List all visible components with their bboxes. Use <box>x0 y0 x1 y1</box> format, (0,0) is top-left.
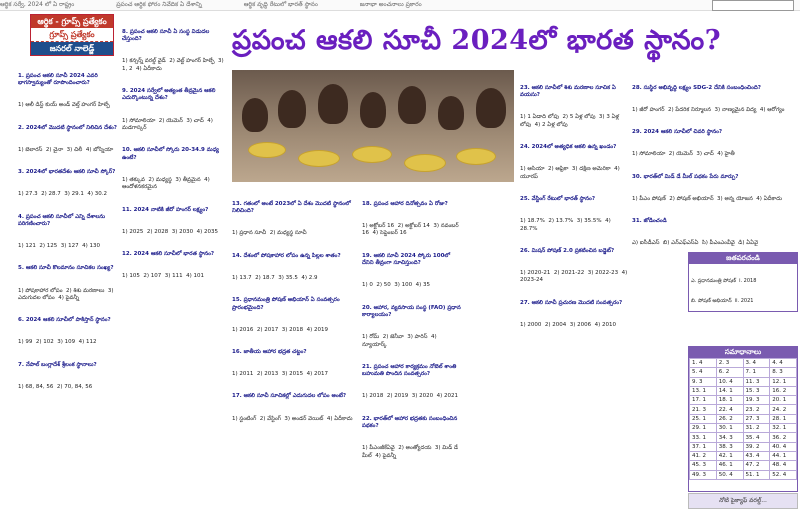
answer-cell: 22. 4 <box>716 405 743 414</box>
answer-cell: 44. 1 <box>770 451 797 460</box>
answer-cell: 9. 3 <box>690 377 717 386</box>
match-box-title: జతపరచండి <box>689 253 797 264</box>
answer-cell: 4. 4 <box>770 359 797 368</box>
answer-cell: 26. 2 <box>716 414 743 423</box>
children-eating-photo <box>232 70 514 182</box>
question: 22. భారత్‌లో ఆహార భద్రతకు సంబంధించిన పథకం? <box>362 415 460 429</box>
answer-cell: 35. 4 <box>743 433 770 442</box>
answer-cell: 46. 1 <box>716 461 743 470</box>
question: 15. ప్రధానమంత్రి పోషణ్ అభియాన్ ఏ సంవత్సరం ప్రారంభమైంది? <box>232 297 342 311</box>
options: 1) 105 2) 107 3) 111 4) 101 <box>122 273 205 280</box>
headline: ప్రపంచ ఆకలి సూచీ 2024లో భారత స్థానం? <box>232 25 722 56</box>
top-strip <box>0 0 800 11</box>
answers-table <box>689 358 797 480</box>
tag-line-3: జనరల్ నాలెడ్జ్ <box>31 42 113 55</box>
answer-row <box>690 461 797 470</box>
options: 1) 2020-21 2) 2021-22 3) 2022-23 4) 2023-24 <box>520 269 628 284</box>
question: 24. 2024లో అత్యధిక ఆకలి ఉన్న ఖండం? <box>520 144 617 151</box>
options: 1) 2025 2) 2028 3) 2030 4) 2035 <box>122 228 219 235</box>
match-row: బి. పోషణ్ అభియాన్ ii. 2021 <box>691 297 754 304</box>
tag-line-2: గ్రూప్స్ ప్రత్యేకం <box>31 28 113 42</box>
options: 1) 18.7% 2) 13.7% 3) 35.5% 4) 28.7% <box>520 218 613 232</box>
options: 1) పీఎం పోషణ్ 2) పోషణ్ అభియాన్ 3) అన్న యోజన 4) ఏదీకాదు <box>632 195 783 202</box>
answer-cell: 36. 2 <box>770 433 797 442</box>
answer-cell: 51. 1 <box>743 470 770 479</box>
answer-cell: 13. 1 <box>690 386 717 395</box>
answer-cell: 42. 1 <box>716 451 743 460</box>
question: 10. ఆకలి సూచీలో స్కోరు 20-34.9 మధ్య ఉంటే? <box>122 147 221 161</box>
answer-cell: 33. 1 <box>690 433 717 442</box>
question: 1. ప్రపంచ ఆకలి సూచీ 2024 ఎవరి భాగస్వామ్యంతో రూపొందించారు? <box>18 72 100 87</box>
answer-cell: 5. 4 <box>690 368 717 377</box>
answer-cell: 18. 1 <box>716 396 743 405</box>
answer-row <box>690 442 797 451</box>
options: 1) 1 ఏడాది లోపు 2) 5 ఏళ్ల లోపు 3) 3 ఏళ్ల లోపు 4) 2 ఏళ్ల లోపు <box>520 114 621 128</box>
question: 23. ఆకలి సూచీలో శిశు మరణాల సూచిక ఏ వయసు? <box>520 84 618 99</box>
question: 6. 2024 ఆకలి సూచీలో పాకిస్తాన్ స్థానం? <box>18 317 111 324</box>
answers-box <box>688 346 798 492</box>
answer-cell: 12. 1 <box>770 377 797 386</box>
answer-cell: 23. 2 <box>743 405 770 414</box>
question-column-4 <box>362 186 462 508</box>
footer-caption: నోటి పైక్యాఫ్ వరల్డ్... <box>688 493 798 509</box>
answer-cell: 17. 1 <box>690 396 717 405</box>
answer-cell: 52. 4 <box>770 470 797 479</box>
options: 1) 2011 2) 2013 3) 2015 4) 2017 <box>232 371 329 378</box>
answer-cell: 38. 3 <box>716 442 743 451</box>
options: 1) సోమాలియా 2) యెమెన్ 3) చాద్ 4) హైతీ <box>632 151 735 158</box>
options: 1) ఆలీ డిస్ట్ కుయ్ అండ్ వెల్త్ హంగర్ హిల్ఫే <box>18 102 110 109</box>
question: 3. 2024లో భారతదేశం ఆకలి సూచీ స్కోర్? <box>18 169 116 176</box>
options: 1) 13.7 2) 18.7 3) 35.5 4) 2.9 <box>232 274 318 281</box>
answer-cell: 21. 3 <box>690 405 717 414</box>
question: 8. ప్రపంచ ఆకలి సూచీ ఏ సంస్థ విడుదల చేస్తుంది? <box>122 28 212 43</box>
answer-cell: 48. 4 <box>770 461 797 470</box>
options: 1) పీఎంజీకేఏవై 2) అంత్యోదయ 3) మిడ్ డే మీల్ 4) పైవన్నీ <box>362 445 460 459</box>
options: 1) జీరో హంగర్ 2) పేదరిక నిర్మూలన 3) నాణ్యమైన విద్య 4) ఆరోగ్యం <box>632 107 785 114</box>
question: 4. ప్రపంచ ఆకలి సూచీలో ఎన్ని దేశాలను పరిగణించారు? <box>18 213 107 227</box>
question-column-6 <box>632 70 796 246</box>
question: 16. జాతీయ ఆహార భద్రత చట్టం? <box>232 348 307 355</box>
answer-cell: 49. 3 <box>690 470 717 479</box>
answer-row <box>690 368 797 377</box>
question: 21. ప్రపంచ ఆహార కార్యక్రమం నోబెల్ శాంతి బహుమతి పొందిన సంవత్సరం? <box>362 363 459 378</box>
match-box-body <box>689 264 797 310</box>
answer-row <box>690 405 797 414</box>
question: 18. ప్రపంచ ఆహార దినోత్సవం ఏ రోజు? <box>362 200 448 207</box>
top-strip-item: జనాభా అంచనాలు ప్రకారం <box>359 1 422 8</box>
options: 1) 121 2) 125 3) 127 4) 130 <box>18 243 101 250</box>
answer-cell: 39. 2 <box>743 442 770 451</box>
answer-cell: 20. 1 <box>770 396 797 405</box>
question-column-2 <box>122 14 228 508</box>
question-column-1 <box>18 58 118 508</box>
question: 28. సుస్థిర అభివృద్ధి లక్ష్యం SDG-2 దేనికి సంబంధించింది? <box>632 84 761 91</box>
options: 1) 68, 84, 56 2) 70, 84, 56 <box>18 383 93 390</box>
answer-cell: 47. 2 <box>743 461 770 470</box>
answer-cell: 31. 2 <box>743 424 770 433</box>
top-strip-item: ఆర్థిక వృద్ధి రేటులో భారత్ స్థానం <box>243 1 318 8</box>
match-row: ఎ. ప్రధానమంత్రి పోషణ్ i. 2018 <box>691 278 757 284</box>
answer-cell: 14. 1 <box>716 386 743 395</box>
answer-cell: 2. 3 <box>716 359 743 368</box>
question: 13. గతంలో అంటే 2023లో ఏ దేశం మొదటి స్థానంలో నిలిచింది? <box>232 200 353 215</box>
question: 31. జోడించండి <box>632 218 667 225</box>
question: 27. ఆకలి సూచీ ప్రచురణ మొదటి సంవత్సరం? <box>520 299 623 306</box>
answer-row <box>690 386 797 395</box>
options: 1) కన్సర్న్ వరల్డ్ వైడ్ 2) వెల్ట్ హంగర్ హిల్ఫే 3) 1, 2 4) ఏదీకాదు <box>122 58 226 72</box>
options: 1) 2018 2) 2019 3) 2020 4) 2021 <box>362 393 459 400</box>
options: 1) తక్కువ 2) మధ్యస్థ 3) తీవ్రమైన 4) ఆందోళనకరమైన <box>122 176 212 191</box>
options: 1) ఆసియా 2) ఆఫ్రికా 3) దక్షిణ అమెరికా 4) యూరప్ <box>520 166 622 180</box>
question: 20. ఆహార, వ్యవసాయ సంస్థ (FAO) ప్రధాన కార్యాలయం? <box>362 304 461 318</box>
top-strip-item: ప్రపంచ ఆర్థిక ఫోరం నివేదిక ఏ దేశాన్ని <box>116 1 202 8</box>
answer-cell: 3. 4 <box>743 359 770 368</box>
answer-cell: 41. 2 <box>690 451 717 460</box>
answer-cell: 6. 2 <box>716 368 743 377</box>
question: 29. 2024 ఆకలి సూచీలో చివరి స్థానం? <box>632 129 723 136</box>
answer-cell: 32. 1 <box>770 424 797 433</box>
question: 19. ఆకలి సూచీ 2024 స్కోరు 100లో దేనిని తీవ్రంగా సూచిస్తుంది? <box>362 252 452 267</box>
question: 17. ఆకలి సూచీ సూచికల్లో ఎదుగుదల లోపం అంటే? <box>232 393 347 400</box>
options: 1) స్టంటింగ్ 2) వేస్టింగ్ 3) అండర్ వెయిట్ 4) ఏదీకాదు <box>232 415 353 422</box>
answer-cell: 34. 3 <box>716 433 743 442</box>
answer-row <box>690 470 797 479</box>
answer-cell: 43. 4 <box>743 451 770 460</box>
answer-cell: 7. 1 <box>743 368 770 377</box>
answer-cell: 28. 1 <box>770 414 797 423</box>
answer-cell: 27. 3 <box>743 414 770 423</box>
answer-cell: 10. 4 <box>716 377 743 386</box>
answer-cell: 25. 1 <box>690 414 717 423</box>
question-column-5 <box>520 70 628 508</box>
options: 1) 2000 2) 2004 3) 2006 4) 2010 <box>520 321 617 328</box>
answer-cell: 19. 3 <box>743 396 770 405</box>
answers-title: సమాధానాలు <box>689 347 797 358</box>
options: 1) పోషకాహార లోపం 2) శిశు మరణాలు 3) ఎదుగుదల లోపం 4) పైవన్నీ <box>18 287 116 301</box>
question: 14. దేశంలో పోషకాహార లోపం ఉన్న పిల్లల శాతం? <box>232 252 341 259</box>
answer-cell: 16. 2 <box>770 386 797 395</box>
answer-row <box>690 451 797 460</box>
question: 9. 2024 సర్వేలో అత్యంత తీవ్రమైన ఆకలి ఎదుర్కొంటున్న దేశం? <box>122 88 218 102</box>
options: 1) బెలారస్ 2) చైనా 3) చిలీ 4) బోస్నియా <box>18 146 114 153</box>
question: 11. 2024 నాటికి జీరో హంగర్ లక్ష్యం? <box>122 206 209 213</box>
options: 1) 2016 2) 2017 3) 2018 4) 2019 <box>232 326 329 333</box>
answer-cell: 8. 3 <box>770 368 797 377</box>
answer-row <box>690 359 797 368</box>
question: 2. 2024లో మొదటి స్థానంలో నిలిచిన దేశం? <box>18 124 117 131</box>
answer-row <box>690 433 797 442</box>
question: 12. 2024 ఆకలి సూచీలో భారత స్థానం? <box>122 251 215 257</box>
options: 1) అక్టోబర్ 16 2) అక్టోబర్ 14 3) నవంబర్ 16 4) సెప్టెంబర్ 16 <box>362 223 461 237</box>
answer-row <box>690 424 797 433</box>
answer-cell: 40. 4 <box>770 442 797 451</box>
answer-row <box>690 414 797 423</box>
match-box <box>688 252 798 312</box>
options: 1) 0 2) 50 3) 100 4) 35 <box>362 282 431 289</box>
answer-cell: 1. 4 <box>690 359 717 368</box>
tag-line-1: ఆర్థిక - గ్రూప్స్ ప్రత్యేకం <box>31 15 113 28</box>
answer-cell: 30. 1 <box>716 424 743 433</box>
answer-row <box>690 396 797 405</box>
answer-cell: 29. 1 <box>690 424 717 433</box>
answer-row <box>690 377 797 386</box>
question: 26. మిషన్ పోషణ్ 2.0 ప్రకటించిన బడ్జెట్? <box>520 247 615 254</box>
options: 1) 99 2) 102 3) 109 4) 112 <box>18 339 97 346</box>
options: 1) ప్రధాన సూచీ 2) మధ్యస్థ సూచీ <box>232 230 307 237</box>
options: 1) రోమ్ 2) జెనీవా 3) పారిస్ 4) న్యూయార్క్ <box>362 334 439 348</box>
answer-cell: 11. 3 <box>743 377 770 386</box>
answer-cell: 15. 3 <box>743 386 770 395</box>
answer-cell: 24. 2 <box>770 405 797 414</box>
question: 7. నేపాల్ బంగ్లాదేశ్ శ్రీలంక స్థానాలు? <box>18 361 97 368</box>
options: ఎ) ఐసీడీఎస్ బి) ఎన్ఎఫ్ఎస్ఏ సి) పీఎంఎంవీవై డి) ఏఏవై <box>632 240 758 246</box>
question: 25. వేస్టింగ్ రేటులో భారత్ స్థానం? <box>520 195 596 202</box>
options: 1) 27.3 2) 28.7 3) 29.1 4) 30.2 <box>18 191 108 198</box>
question: 5. ఆకలి సూచీ కొలమానం సూచికల సంఖ్య? <box>18 265 114 272</box>
answer-cell: 45. 3 <box>690 461 717 470</box>
question-column-3 <box>232 186 358 508</box>
answer-cell: 50. 4 <box>716 470 743 479</box>
section-tag <box>30 14 114 56</box>
question: 30. భారత్‌లో మిడ్ డే మీల్ పథకం పేరు మార్పు? <box>632 173 739 180</box>
answer-cell: 37. 1 <box>690 442 717 451</box>
options: 1) సోమాలియా 2) యెమెన్ 3) చాద్ 4) మడగాస్కర్ <box>122 117 215 132</box>
top-strip-item: ఆర్థిక సర్వే, 2024 లో ఏ రాష్ట్రం <box>0 1 75 8</box>
top-right-box <box>712 0 794 11</box>
